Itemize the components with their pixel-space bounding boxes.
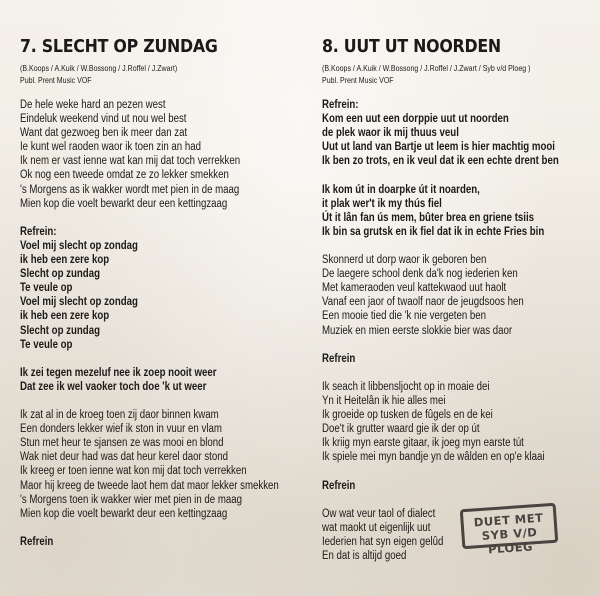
lyric-line: ik heb een zere kop <box>20 310 110 323</box>
lyric-line: Ik bin sa grutsk en ik fiel dat ik in echte Fries bin <box>322 225 545 238</box>
duet-stamp <box>460 503 559 557</box>
lyric-line: Een donders lekker wief ik ston in vuur en vlam <box>20 423 222 436</box>
lyric-line: 's Morgens toen ik wakker wier met pien in de maag <box>20 493 242 506</box>
song-credits <box>322 63 530 87</box>
lyric-line: Ik kom út in doarpke út it noarden, <box>322 183 480 196</box>
lyric-line: Ik ben zo trots, en ik veul dat ik een echte drent ben <box>322 155 559 168</box>
lyric-line: De laegere school denk da'k nog iederien ken <box>322 268 518 281</box>
song-lyrics <box>20 98 279 549</box>
credits-writers: (B.Koops / A.Kuik / W.Bossong / J.Roffel / J.Zwart) <box>20 64 178 73</box>
lyric-line: Stun met heur te sjansen ze was mooi en blond <box>20 437 224 450</box>
lyric-line: Ik zei tegen mezeluf nee ik zoep nooit weer <box>20 366 217 379</box>
lyric-line: Mien kop die voelt bewarkt deur een kettingzaag <box>20 197 228 210</box>
credits-publisher: Publ. Prent Music VOF <box>20 76 92 85</box>
credits-writers: (B.Koops / A.Kuik / W.Bossong / J.Roffel / J.Zwart / Syb v/d Ploeg ) <box>322 64 531 73</box>
stamp-line-2: SYB V/D PLOEG <box>481 525 538 557</box>
lyric-line: Út it lân fan ús mem, bûter brea en griene tsiis <box>322 211 535 224</box>
stanza-gap <box>20 352 279 366</box>
lyric-line: Voel mij slecht op zondag <box>20 296 138 309</box>
lyric-line: Ik spiele mei myn bandje yn de wâlden en op'e klaai <box>322 451 545 464</box>
lyric-line: Voel mij slecht op zondag <box>20 239 138 252</box>
stanza-gap <box>322 464 559 478</box>
lyric-line: Refrein <box>20 535 54 548</box>
lyric-line: Te veule op <box>20 338 73 351</box>
stanza-gap <box>322 338 559 352</box>
lyric-line: Mien kop die voelt bewarkt deur een kettingzaag <box>20 507 228 520</box>
stanza-gap <box>322 168 559 182</box>
lyric-line: De hele weke hard an pezen west <box>20 99 166 111</box>
lyric-line: Refrein <box>322 352 356 365</box>
stanza-gap <box>20 211 279 225</box>
lyric-line: Ik groeide op tusken de fûgels en de kei <box>322 409 493 422</box>
credits-publisher: Publ. Prent Music VOF <box>322 76 394 85</box>
stamp-line-1: DUET MET <box>473 510 544 530</box>
lyric-line: de plek waor ik mij thuus veul <box>322 127 459 140</box>
lyric-line: Ik nem er vast ienne wat kan mij dat toch verrekken <box>20 155 241 168</box>
lyric-line: Slecht op zundag <box>20 268 100 281</box>
lyric-line: it plak wer't ik my thús fiel <box>322 197 442 210</box>
lyric-line: Ik zat al in de kroeg toen zij daor binnen kwam <box>20 409 219 422</box>
song-lyrics <box>322 98 559 563</box>
lyric-line: ik heb een zere kop <box>20 254 110 267</box>
song-title: 8. UUT UT NOORDEN <box>322 36 501 57</box>
stanza-gap <box>322 239 559 253</box>
lyric-line: Ik kriig myn earste gitaar, ik joeg myn earste tút <box>322 437 524 450</box>
lyric-line: Eindeluk weekend vind ut nou wel best <box>20 113 187 126</box>
stanza-gap <box>20 394 279 408</box>
lyric-line: Een mooie tied die 'k nie vergeten ben <box>322 310 487 323</box>
lyric-line: Ik seach it libbensljocht op in moaie dei <box>322 380 490 393</box>
lyric-line: Refrein <box>322 479 356 492</box>
lyric-line: Maor hij kreeg de tweede laot hem dat maor lekker smekken <box>20 479 279 492</box>
lyric-line: Yn it Heitelân ik hie alles mei <box>322 394 446 407</box>
lyric-line: Wak niet deur had was dat heur kerel daor stond <box>20 451 228 464</box>
lyric-line: Slecht op zundag <box>20 324 100 337</box>
lyric-line: wat maokt ut eigenlijk uut <box>322 521 431 534</box>
lyric-line: Ik kreeg er toen ienne wat kon mij dat toch verrekken <box>20 465 247 478</box>
lyric-line: Iederien hat syn eigen gelûd <box>322 535 444 548</box>
lyric-line: Skonnerd ut dorp waor ik geboren ben <box>322 254 487 267</box>
song-title: 7. SLECHT OP ZUNDAG <box>20 36 218 57</box>
lyric-line: Ie kunt wel raoden waor ik toen zin an had <box>20 141 201 154</box>
lyric-line: En dat is altijd goed <box>322 550 407 562</box>
lyric-line: Doe't ik grutter waard gie ik der op út <box>322 423 480 436</box>
lyric-line: Met kameraoden veul kattekwaod uut haolt <box>322 282 507 295</box>
lyric-line: Dat zee ik wel vaoker toch doe 'k ut weer <box>20 380 207 393</box>
lyric-line: Refrein: <box>322 99 359 111</box>
lyric-line: Refrein: <box>20 225 57 238</box>
lyric-line: Ow wat veur taol of dialect <box>322 507 436 520</box>
lyric-line: Want dat gezwoeg ben ik meer dan zat <box>20 127 188 140</box>
lyric-line: Muziek en mien eerste slokkie bier was daor <box>322 324 513 337</box>
stanza-gap <box>20 521 279 535</box>
lyric-line: Ok nog een tweede omdat ze zo lekker smekken <box>20 169 229 182</box>
lyric-line: Vanaf een jaor of twaolf naor de jeugdsoos hen <box>322 296 524 309</box>
lyric-line: Kom een uut een dorppie uut ut noorden <box>322 113 509 126</box>
lyric-line: Uut ut land van Bartje ut leem is hier machtig mooi <box>322 141 555 154</box>
stanza-gap <box>322 366 559 380</box>
lyric-line: Te veule op <box>20 282 73 295</box>
song-credits <box>20 63 177 87</box>
lyric-line: 's Morgens as ik wakker wordt met pien in de maag <box>20 183 240 196</box>
